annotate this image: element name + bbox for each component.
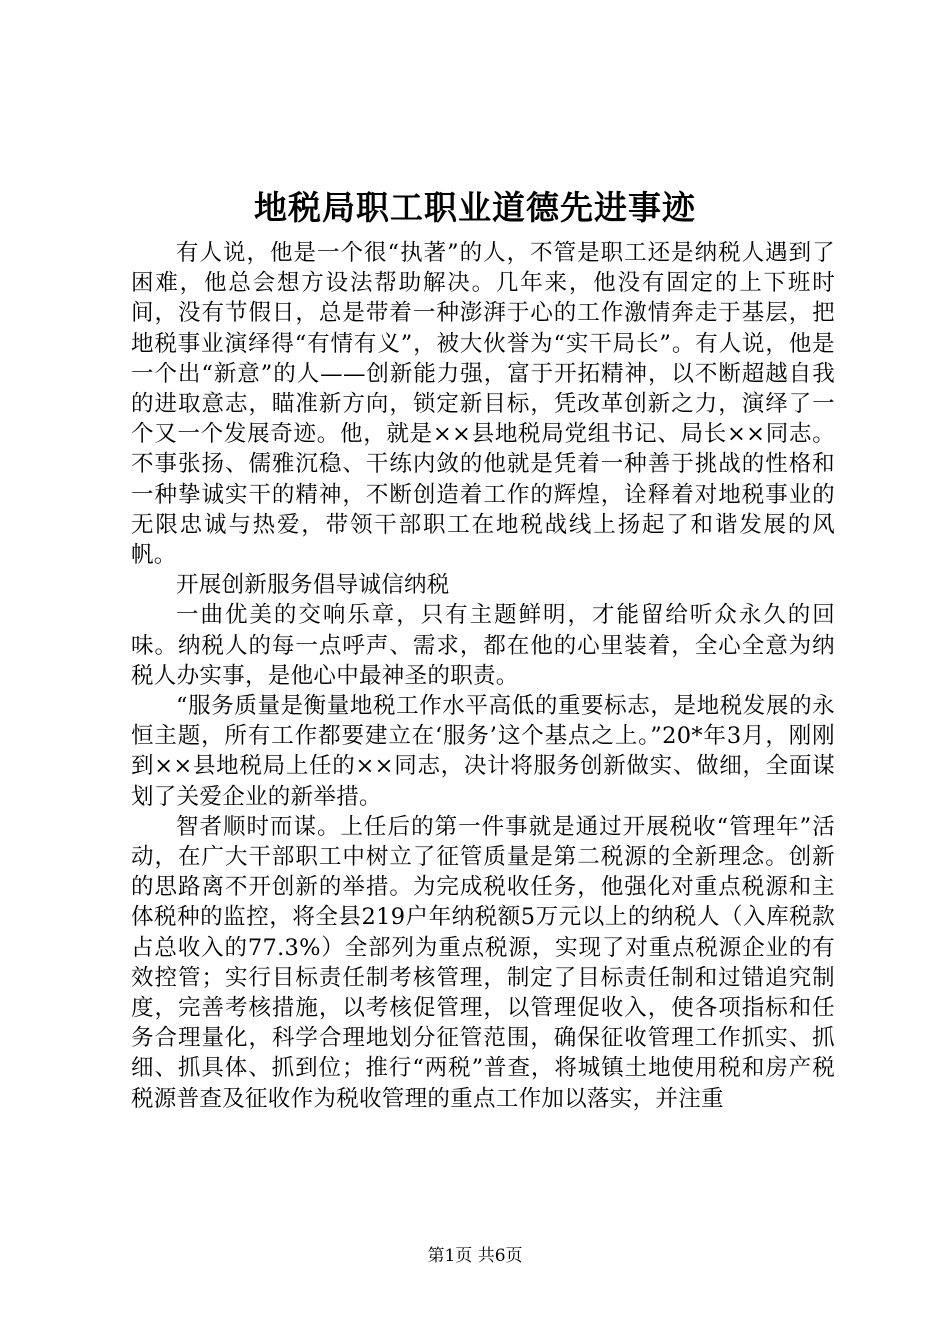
paragraph-management-year: 智者顺时而谋。上任后的第一件事就是通过开展税收“管理年”活动，在广大干部职工中树立了征管质量是第二税源的全新理念。创新的思路离不开创新的举措。为完成税收任务，他强化对重点税源和主体税种的监控，将全县219户年纳税额5万元以上的纳税人（入库税款占总收入的77.3%）全部列为重点税源，实现了对重点税源企业的有效控管；实行目标责任制考核管理，制定了目标责任制和过错追究制度，完善考核措施，以考核促管理，以管理促收入，使各项指标和任务合理量化，科学合理地划分征管范围，确保征收管理工作抓实、抓细、抓具体、抓到位；推行“两税”普查，将城镇土地使用税和房产税税源普查及征收作为税收管理的重点工作加以落实，并注重 <box>131 813 835 1112</box>
paragraph-intro: 有人说，他是一个很“执著”的人，不管是职工还是纳税人遇到了困难，他总会想方设法帮助解决。几年来，他没有固定的上下班时间，没有节假日，总是带着一种澎湃于心的工作激情奔走于基层，把地税事业演绎得“有情有义”，被大伙誉为“实干局长”。有人说，他是一个出“新意”的人——创新能力强，富于开拓精神，以不断超越自我的进取意志，瞄准新方向，锁定新目标，凭改革创新之力，演绎了一个又一个发展奇迹。他，就是××县地税局党组书记、局长××同志。不事张扬、儒雅沉稳、干练内敛的他就是凭着一种善于挑战的性格和一种挚诚实干的精神，不断创造着工作的辉煌，诠释着对地税事业的无限忠诚与热爱，带领干部职工在地税战线上扬起了和谐发展的风帆。 <box>131 240 835 569</box>
document-body <box>131 238 835 1114</box>
page-number-footer: 第1页 共6页 <box>427 1246 523 1266</box>
section-heading: 开展创新服务倡导诚信纳税 <box>176 572 450 599</box>
paragraph-symphony: 一曲优美的交响乐章，只有主题鲜明，才能留给听众永久的回味。纳税人的每一点呼声、需求，都在他的心里装着，全心全意为纳税人办实事，是他心中最神圣的职责。 <box>131 602 835 689</box>
document-title: 地税局职工职业道德先进事迹 <box>254 188 696 227</box>
paragraph-service-quality: “服务质量是衡量地税工作水平高低的重要标志，是地税发展的永恒主题，所有工作都要建立在‘服务’这个基点之上。”20*年3月，刚刚到××县地税局上任的××同志，决计将服务创新做实、做细，全面谋划了关爱企业的新举措。 <box>131 693 835 810</box>
